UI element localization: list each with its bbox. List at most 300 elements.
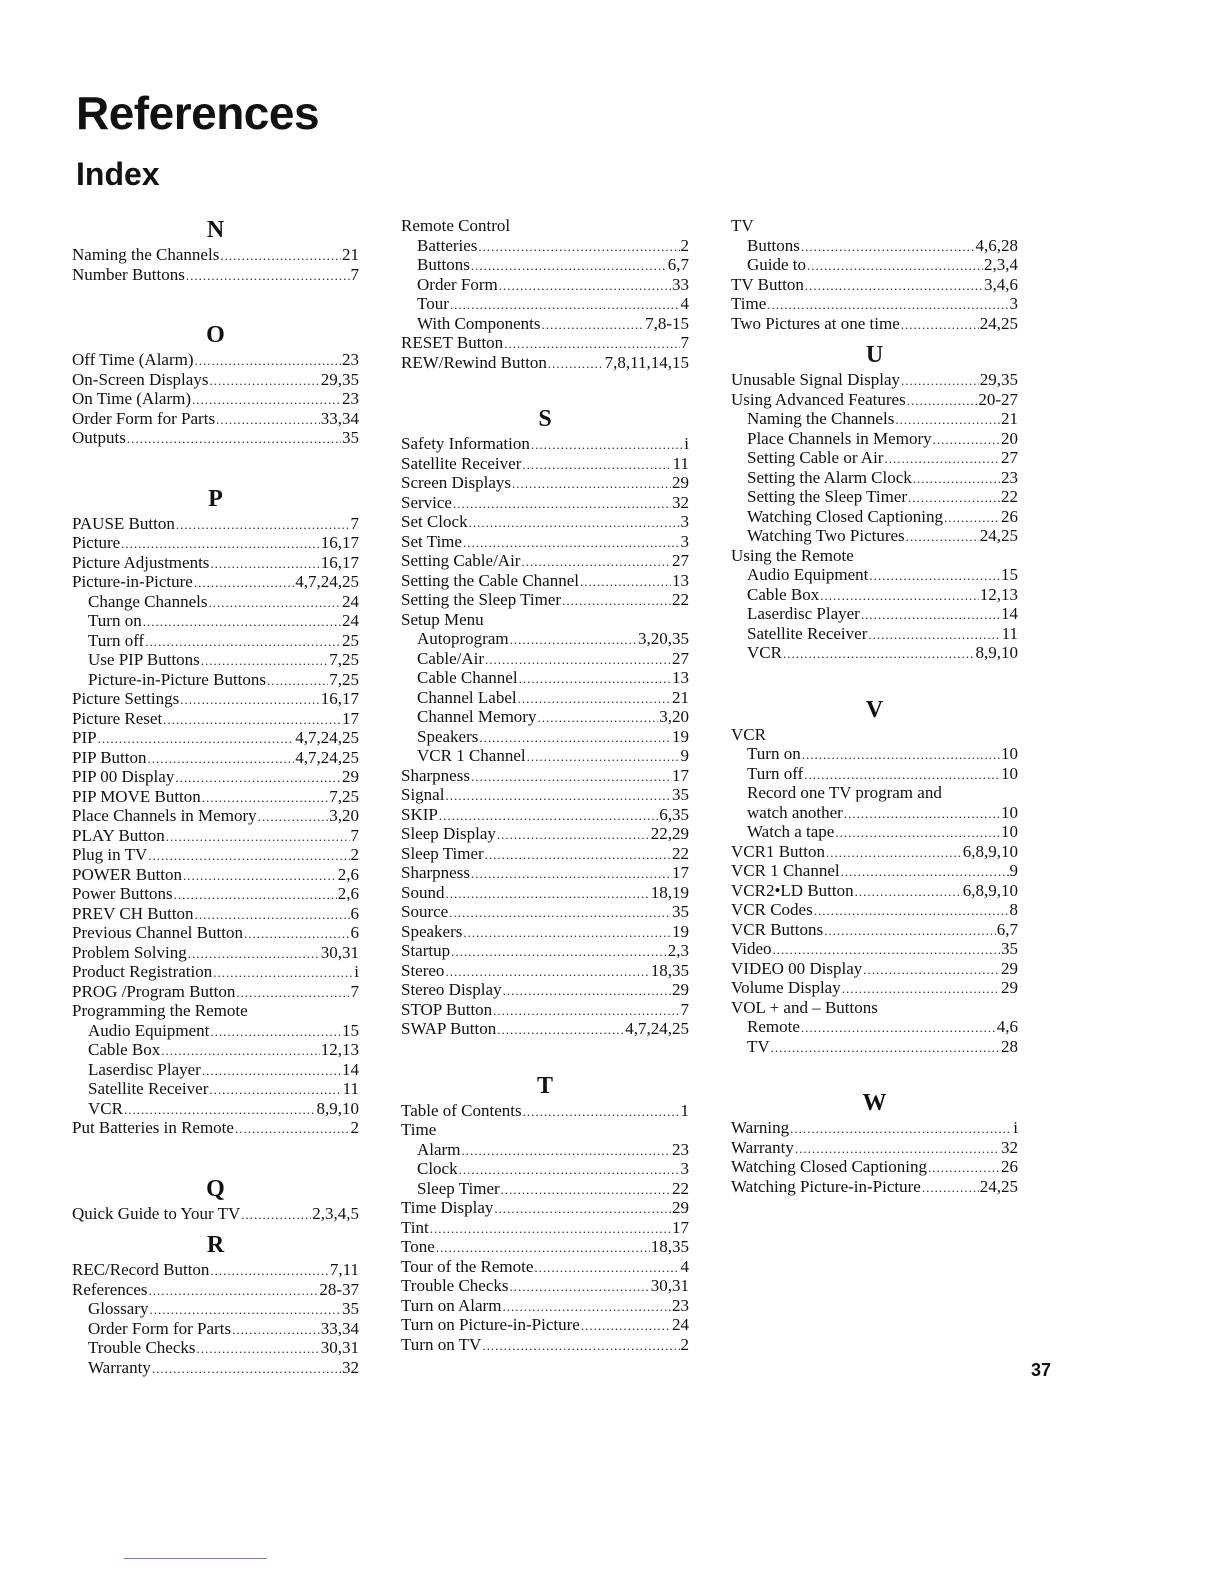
index-pages: 10	[1001, 802, 1018, 822]
index-entry	[731, 546, 1018, 566]
index-term: Batteries	[417, 235, 478, 255]
index-term: On Time (Alarm)	[72, 389, 191, 408]
index-entry	[401, 473, 689, 493]
index-entry	[401, 863, 689, 883]
index-subentry	[401, 668, 689, 688]
index-entry	[731, 314, 1018, 334]
index-pages: 32	[1001, 1137, 1018, 1157]
dot-leader	[188, 944, 320, 964]
index-entry	[72, 350, 359, 370]
index-pages: 22,29	[650, 824, 689, 843]
dot-leader	[175, 768, 341, 788]
index-pages: 30,31	[320, 942, 359, 962]
index-entry	[401, 454, 689, 474]
index-term: Cable Box	[88, 1040, 161, 1059]
index-term: Unusable Signal Display	[731, 370, 901, 389]
index-pages: 35	[342, 1299, 359, 1318]
index-subentry	[72, 611, 359, 631]
dot-leader	[449, 903, 671, 923]
index-term: Place Channels in Memory	[747, 428, 932, 448]
dot-leader	[928, 1158, 1000, 1178]
index-pages: 35	[1001, 939, 1018, 958]
page-title: References	[76, 87, 320, 139]
index-letter-q: Q	[206, 1175, 225, 1202]
index-pages: 22	[672, 590, 689, 609]
dot-leader	[501, 1180, 671, 1200]
dot-leader	[469, 513, 680, 533]
index-term: Glossary	[88, 1299, 149, 1318]
index-pages: 11	[1001, 623, 1018, 643]
index-term: Tone	[401, 1237, 435, 1256]
index-entry	[401, 1120, 689, 1140]
index-entry	[731, 1118, 1018, 1138]
index-subentry	[731, 585, 1018, 605]
index-pages: 16,17	[320, 533, 359, 552]
dot-leader	[98, 729, 295, 749]
index-term: PIP 00 Display	[72, 767, 175, 786]
dot-leader	[195, 905, 350, 925]
dot-leader	[801, 237, 975, 257]
dot-leader	[901, 371, 979, 391]
dot-leader	[124, 1100, 316, 1120]
index-subentry	[401, 727, 689, 747]
index-term: Guide to	[747, 255, 807, 274]
index-entry	[401, 961, 689, 981]
index-pages: 4,6	[996, 1017, 1018, 1036]
index-term: Setup Menu	[401, 609, 484, 629]
dot-leader	[521, 552, 671, 572]
index-pages: 7,8,11,14,15	[604, 352, 689, 372]
index-subentry	[72, 670, 359, 690]
index-pages: 6	[350, 923, 359, 942]
index-entry	[401, 333, 689, 353]
dot-leader	[542, 315, 645, 335]
dot-leader	[802, 745, 1000, 765]
index-pages: 8	[1009, 900, 1018, 919]
index-entry	[72, 1118, 359, 1138]
index-pages: 6	[350, 903, 359, 923]
index-entry	[401, 551, 689, 571]
index-subentry	[72, 1299, 359, 1319]
index-letter-t: T	[536, 1072, 553, 1099]
index-letter-w: W	[862, 1090, 887, 1116]
index-term: Autoprogram	[417, 629, 509, 648]
index-term: Picture-in-Picture Buttons	[88, 669, 267, 689]
section-title-index: Index	[76, 156, 160, 192]
index-pages: 12,13	[320, 1040, 359, 1059]
index-pages: 6,8,9,10	[962, 841, 1018, 861]
index-pages: i	[684, 434, 689, 453]
index-subentry	[72, 631, 359, 651]
dot-leader	[445, 884, 649, 904]
index-subentry	[731, 643, 1018, 663]
dot-leader	[258, 807, 329, 827]
index-entry	[401, 1335, 689, 1355]
index-term: Outputs	[72, 428, 126, 447]
index-pages: 29	[672, 1198, 689, 1217]
index-term: Setting Cable/Air	[401, 551, 521, 570]
dot-leader	[166, 827, 350, 847]
dot-leader	[534, 1258, 679, 1278]
index-term: Naming the Channels	[747, 409, 895, 428]
dot-leader	[152, 1359, 341, 1379]
dot-leader	[493, 1001, 679, 1021]
index-pages: 13	[672, 570, 689, 590]
index-term: Number Buttons	[72, 264, 185, 284]
dot-leader	[814, 901, 1009, 921]
dot-leader	[471, 256, 667, 276]
dot-leader	[202, 788, 328, 808]
index-entry	[401, 610, 689, 630]
index-term: Put Batteries in Remote	[72, 1118, 234, 1137]
dot-leader	[127, 429, 341, 449]
index-term: Picture	[72, 533, 121, 552]
index-entry	[401, 902, 689, 922]
index-entry	[72, 389, 359, 409]
index-term: Alarm	[417, 1139, 461, 1159]
index-term: On-Screen Displays	[72, 369, 209, 389]
index-entry	[731, 959, 1018, 979]
dot-leader	[201, 651, 328, 671]
dot-leader	[482, 1336, 679, 1356]
dot-leader	[519, 669, 671, 689]
index-pages: 2,6	[337, 884, 359, 903]
index-entry	[401, 1000, 689, 1020]
dot-leader	[195, 351, 341, 371]
index-term: POWER Button	[72, 864, 183, 884]
index-entry	[401, 493, 689, 513]
index-pages: 24	[342, 611, 359, 630]
index-subentry	[401, 1159, 689, 1179]
index-term: Turn off	[747, 763, 804, 783]
dot-leader	[485, 845, 671, 865]
dot-leader	[510, 1277, 650, 1297]
index-term: Watching Closed Captioning	[731, 1157, 927, 1176]
spacer	[401, 1039, 689, 1072]
dot-leader	[861, 605, 1000, 625]
index-letter-r: R	[206, 1232, 225, 1258]
index-term: Sharpness	[401, 863, 470, 882]
index-term: Channel Memory	[417, 707, 537, 726]
index-subentry	[731, 1017, 1018, 1037]
index-entry	[401, 922, 689, 942]
index-entry	[731, 998, 1018, 1018]
index-subentry	[401, 746, 689, 766]
index-term: VCR	[88, 1098, 123, 1118]
index-entry	[401, 824, 689, 844]
dot-leader	[805, 276, 983, 296]
index-subentry	[401, 255, 689, 275]
index-pages: 3,20	[329, 806, 359, 825]
index-pages: 29	[672, 980, 689, 999]
index-term: Two Pictures at one time	[731, 313, 900, 333]
dot-leader	[494, 1199, 671, 1219]
index-term: Watching Two Pictures	[747, 526, 905, 545]
index-pages: 2,3,4,5	[312, 1203, 359, 1223]
dot-leader	[192, 390, 341, 410]
index-term: Turn on Alarm	[401, 1295, 502, 1315]
index-term: Turn on	[747, 744, 801, 763]
dot-leader	[863, 960, 1000, 980]
index-pages: 29,35	[320, 369, 359, 389]
index-pages: 11	[672, 453, 689, 473]
index-entry	[731, 881, 1018, 901]
index-subentry	[72, 1079, 359, 1099]
index-pages: 32	[342, 1357, 359, 1377]
dot-leader	[913, 469, 1000, 489]
index-subentry	[731, 604, 1018, 624]
index-entry	[72, 689, 359, 709]
index-entry	[72, 845, 359, 865]
dot-leader	[163, 710, 341, 730]
index-entry	[731, 725, 1018, 745]
index-subentry	[401, 707, 689, 727]
index-subentry	[72, 1358, 359, 1378]
index-letter-v: V	[865, 696, 884, 723]
dot-leader	[562, 591, 671, 611]
index-term: PIP Button	[72, 747, 147, 767]
index-term: Laserdisc Player	[747, 604, 860, 623]
index-pages: 13	[672, 668, 689, 687]
index-term: Order Form for Parts	[72, 408, 216, 428]
index-pages: 30,31	[650, 1276, 689, 1295]
dot-leader	[502, 1297, 671, 1317]
index-pages: 2	[350, 1118, 359, 1137]
index-term: REW/Rewind Button	[401, 352, 547, 372]
dot-leader	[430, 1219, 671, 1239]
index-pages: 24	[672, 1315, 689, 1334]
dot-leader	[580, 572, 671, 592]
index-term: PREV CH Button	[72, 903, 194, 923]
dot-leader	[767, 295, 1008, 315]
index-pages: 3,4,6	[984, 274, 1018, 294]
index-pages: i	[1013, 1118, 1018, 1137]
dot-leader	[944, 508, 1000, 528]
index-subentry	[731, 487, 1018, 507]
index-subentry	[731, 468, 1018, 488]
index-term: Use PIP Buttons	[88, 650, 200, 669]
index-entry	[72, 533, 359, 553]
index-entry	[72, 1280, 359, 1300]
index-term: Table of Contents	[401, 1100, 522, 1120]
index-term: Record one TV program and	[747, 783, 942, 802]
index-pages: 16,17	[320, 689, 359, 708]
index-term: PROG /Program Button	[72, 981, 236, 1001]
index-term: Buttons	[747, 235, 800, 255]
index-pages: 24,25	[979, 313, 1018, 333]
dot-leader	[869, 566, 1000, 586]
index-subentry	[731, 822, 1018, 842]
index-pages: 2,3,4	[984, 255, 1018, 274]
index-pages: 7,25	[329, 669, 359, 689]
index-pages: 4,7,24,25	[625, 1019, 689, 1038]
index-term: Change Channels	[88, 591, 208, 611]
index-pages: 19	[672, 726, 689, 746]
index-subentry	[731, 764, 1018, 784]
index-pages: 24,25	[979, 1176, 1018, 1196]
dot-leader	[194, 573, 294, 593]
dot-leader	[174, 885, 337, 905]
index-entry	[731, 390, 1018, 410]
index-term: Startup	[401, 941, 451, 960]
dot-leader	[527, 747, 680, 767]
index-term: Turn on	[88, 611, 142, 630]
index-term: Previous Channel Button	[72, 923, 243, 942]
dot-leader	[855, 882, 962, 902]
index-term: Picture Reset	[72, 708, 163, 728]
index-pages: 2,3	[667, 941, 689, 960]
footer-rule	[124, 1558, 267, 1559]
index-pages: 3	[1009, 294, 1018, 313]
index-term: Plug in TV	[72, 845, 148, 864]
index-term: References	[72, 1279, 148, 1299]
index-pages: 35	[672, 785, 689, 804]
index-entry	[731, 1138, 1018, 1158]
index-entry	[72, 962, 359, 982]
dot-leader	[895, 410, 1000, 430]
index-pages: i	[354, 962, 359, 981]
index-term: Setting Cable or Air	[747, 448, 884, 467]
index-term: VCR1 Button	[731, 841, 825, 861]
dot-leader	[504, 334, 679, 354]
index-term: Off Time (Alarm)	[72, 350, 194, 369]
dot-leader	[842, 979, 1000, 999]
index-term: Screen Displays	[401, 473, 512, 492]
index-term: Tour of the Remote	[401, 1256, 534, 1276]
index-term: Cable/Air	[417, 648, 485, 668]
dot-leader	[497, 825, 650, 845]
index-entry	[731, 920, 1018, 940]
index-entry	[72, 884, 359, 904]
index-pages: 4	[680, 1256, 689, 1276]
dot-leader	[459, 1160, 680, 1180]
index-term: Programming the Remote	[72, 1001, 248, 1020]
dot-leader	[439, 806, 658, 826]
index-pages: 7	[350, 264, 359, 284]
index-entry	[731, 370, 1018, 390]
index-term: Watching Picture-in-Picture	[731, 1176, 921, 1196]
dot-leader	[795, 1139, 1000, 1159]
index-term: Service	[401, 492, 452, 512]
index-entry	[401, 532, 689, 552]
index-subentry	[72, 1099, 359, 1119]
index-term: Tour	[417, 294, 449, 313]
index-term: VCR 1 Channel	[731, 861, 840, 880]
dot-leader	[907, 391, 978, 411]
index-entry	[401, 571, 689, 591]
dot-leader	[451, 942, 667, 962]
index-entry	[72, 943, 359, 963]
dot-leader	[522, 455, 671, 475]
dot-leader	[143, 612, 341, 632]
index-term: Picture-in-Picture	[72, 572, 193, 591]
dot-leader	[180, 690, 320, 710]
index-entry	[401, 434, 689, 454]
index-entry	[731, 1177, 1018, 1197]
dot-leader	[186, 266, 350, 286]
dot-leader	[210, 1261, 328, 1281]
dot-leader	[478, 237, 679, 257]
index-pages: 18,19	[650, 882, 689, 902]
dot-leader	[202, 1061, 341, 1081]
index-subentry	[731, 409, 1018, 429]
index-pages: 10	[1001, 763, 1018, 783]
index-entry	[731, 275, 1018, 295]
index-pages: 33	[672, 274, 689, 294]
spacer	[72, 448, 359, 485]
index-term: Time	[731, 294, 767, 313]
index-entry	[731, 294, 1018, 314]
spacer	[731, 1056, 1018, 1089]
spacer	[72, 284, 359, 321]
index-pages: 26	[1001, 1157, 1018, 1176]
index-term: Time Display	[401, 1198, 494, 1217]
index-pages: 18,35	[650, 960, 689, 980]
index-pages: 8,9,10	[316, 1098, 359, 1118]
index-entry	[401, 883, 689, 903]
index-entry	[72, 904, 359, 924]
index-pages: 7	[680, 999, 689, 1019]
dot-leader	[453, 494, 671, 514]
index-letter-n: N	[206, 217, 225, 243]
index-letter-u: U	[865, 342, 884, 368]
index-term: VCR Codes	[731, 900, 813, 919]
dot-leader	[826, 843, 962, 863]
index-term: Stereo	[401, 960, 445, 980]
index-subentry	[72, 1060, 359, 1080]
index-pages: 6,8,9,10	[962, 880, 1018, 900]
dot-leader	[445, 962, 649, 982]
dot-leader	[824, 921, 996, 941]
index-term: VCR Buttons	[731, 919, 824, 939]
index-subentry	[401, 688, 689, 708]
index-term: Sleep Display	[401, 824, 496, 843]
index-term: SWAP Button	[401, 1019, 497, 1038]
dot-leader	[512, 474, 671, 494]
index-pages: 4	[680, 294, 689, 313]
spacer	[401, 372, 689, 405]
index-pages: 29,35	[979, 370, 1018, 389]
index-entry	[72, 428, 359, 448]
index-term: Tint	[401, 1217, 429, 1237]
index-term: Sound	[401, 882, 445, 902]
dot-leader	[835, 823, 1000, 843]
index-term: PIP	[72, 728, 97, 747]
index-pages: 20	[1001, 428, 1018, 448]
index-entry	[401, 980, 689, 1000]
index-term: Volume Display	[731, 978, 841, 997]
index-term: PAUSE Button	[72, 513, 175, 533]
index-pages: 14	[1001, 604, 1018, 623]
index-entry	[401, 1276, 689, 1296]
spacer	[731, 663, 1018, 696]
index-term: VOL + and – Buttons	[731, 997, 878, 1017]
index-term: Signal	[401, 785, 445, 804]
dot-leader	[471, 864, 671, 884]
dot-leader	[531, 435, 683, 455]
index-term: Warning	[731, 1118, 790, 1137]
index-subentry	[401, 1179, 689, 1199]
index-subentry	[72, 1319, 359, 1339]
dot-leader	[933, 430, 1000, 450]
dot-leader	[197, 1339, 320, 1359]
dot-leader	[149, 1281, 319, 1301]
dot-leader	[216, 410, 320, 430]
index-pages: 20-27	[978, 389, 1018, 409]
index-term: Using the Remote	[731, 545, 854, 565]
index-pages: 27	[672, 551, 689, 570]
index-pages: 9	[680, 746, 689, 765]
